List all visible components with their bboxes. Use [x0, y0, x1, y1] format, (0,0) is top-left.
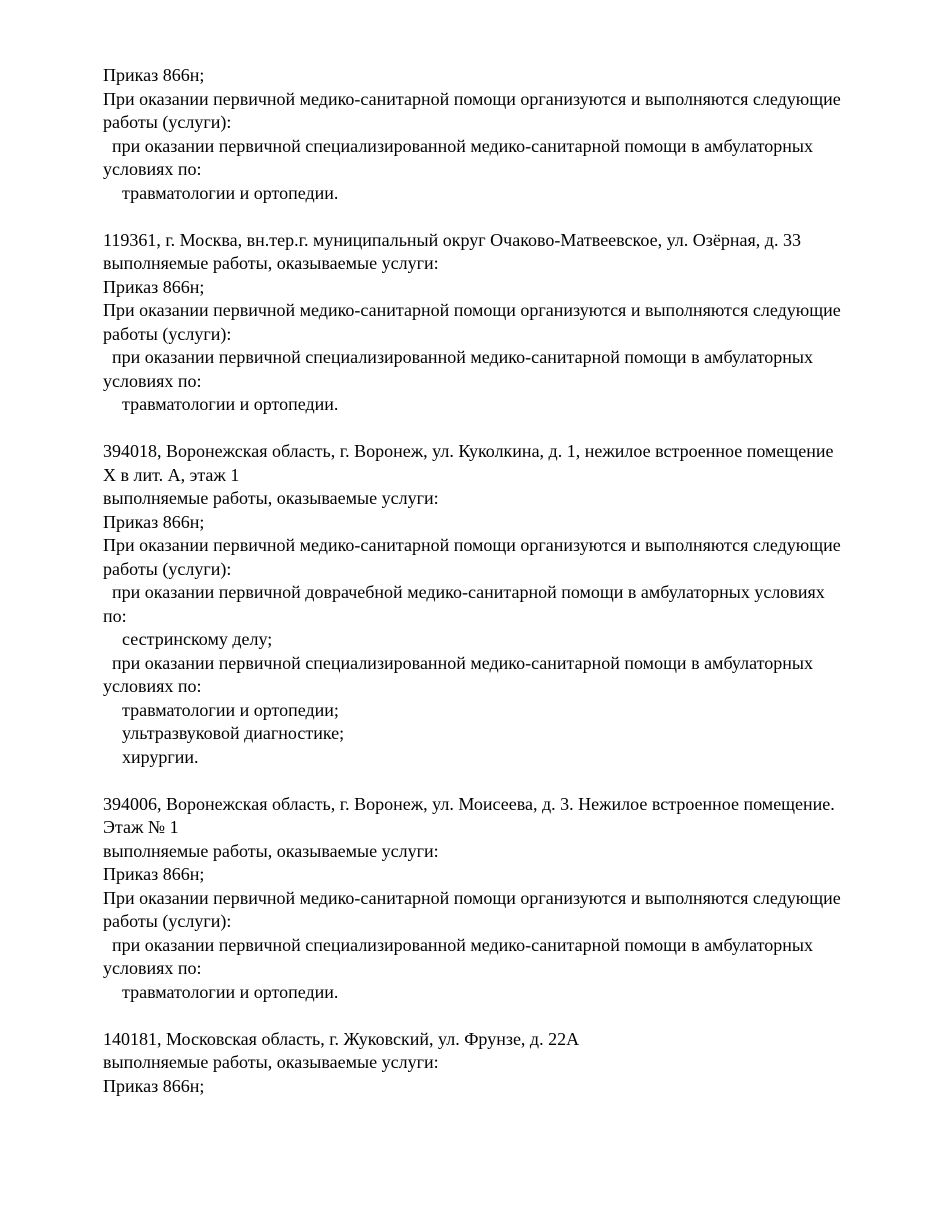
text-line: 394018, Воронежская область, г. Воронеж, ул. Куколкина, д. 1, нежилое встроенное помещение	[103, 441, 834, 461]
text-line: условиях по:	[103, 370, 202, 391]
text-line: При оказании первичной медико-санитарной помощи организуются и выполняются следующие	[103, 300, 841, 320]
text-line: при оказании первичной специализированной медико-санитарной помощи в амбулаторных	[112, 135, 813, 156]
text-line: по:	[103, 605, 127, 626]
text-line: Этаж № 1	[103, 817, 179, 837]
text-line: Приказ 866н;	[103, 864, 205, 884]
blank-line	[103, 417, 903, 441]
blank-line	[103, 205, 903, 229]
text-line: выполняемые работы, оказываемые услуги:	[103, 488, 439, 508]
document-page	[103, 64, 903, 1098]
text-line: условиях по:	[103, 676, 202, 696]
text-line: при оказании первичной доврачебной медико-санитарной помощи в амбулаторных условиях	[112, 582, 825, 602]
text-line: травматологии и ортопедии.	[122, 394, 339, 414]
text-line: 140181, Московская область, г. Жуковский, ул. Фрунзе, д. 22А	[103, 1028, 580, 1049]
text-line: условиях по:	[103, 958, 202, 978]
text-line: травматологии и ортопедии.	[122, 182, 339, 203]
text-line: работы (услуги):	[103, 911, 232, 931]
text-line: При оказании первичной медико-санитарной помощи организуются и выполняются следующие	[103, 887, 841, 908]
text-line: при оказании первичной специализированной медико-санитарной помощи в амбулаторных	[112, 347, 813, 367]
text-line: при оказании первичной специализированной медико-санитарной помощи в амбулаторных	[112, 934, 813, 955]
blank-line	[103, 769, 903, 793]
blank-line	[103, 1004, 903, 1028]
text-line: 119361, г. Москва, вн.тер.г. муниципальный округ Очаково-Матвеевское, ул. Озёрная, д. 33	[103, 229, 801, 250]
text-line: 394006, Воронежская область, г. Воронеж, ул. Моисеева, д. 3. Нежилое встроенное помещение.	[103, 793, 835, 814]
text-line: сестринскому делу;	[122, 629, 273, 649]
text-line: условиях по:	[103, 159, 202, 179]
text-line: Приказ 866н;	[103, 65, 205, 85]
text-line: выполняемые работы, оказываемые услуги:	[103, 253, 439, 273]
text-line: Приказ 866н;	[103, 276, 205, 297]
text-line: Приказ 866н;	[103, 1075, 205, 1096]
text-line: травматологии и ортопедии;	[122, 699, 339, 720]
text-line: при оказании первичной специализированной медико-санитарной помощи в амбулаторных	[112, 652, 813, 673]
text-line: При оказании первичной медико-санитарной помощи организуются и выполняются следующие	[103, 88, 841, 109]
text-line: выполняемые работы, оказываемые услуги:	[103, 840, 439, 861]
text-line: X в лит. А, этаж 1	[103, 464, 240, 485]
text-line: работы (услуги):	[103, 323, 232, 344]
text-line: работы (услуги):	[103, 558, 232, 579]
text-line: ультразвуковой диагностике;	[122, 723, 345, 743]
text-line: Приказ 866н;	[103, 511, 205, 532]
text-line: выполняемые работы, оказываемые услуги:	[103, 1052, 439, 1072]
text-line: работы (услуги):	[103, 112, 232, 132]
text-line: хирургии.	[122, 746, 199, 767]
text-line: травматологии и ортопедии.	[122, 981, 339, 1002]
text-line: При оказании первичной медико-санитарной помощи организуются и выполняются следующие	[103, 535, 841, 555]
